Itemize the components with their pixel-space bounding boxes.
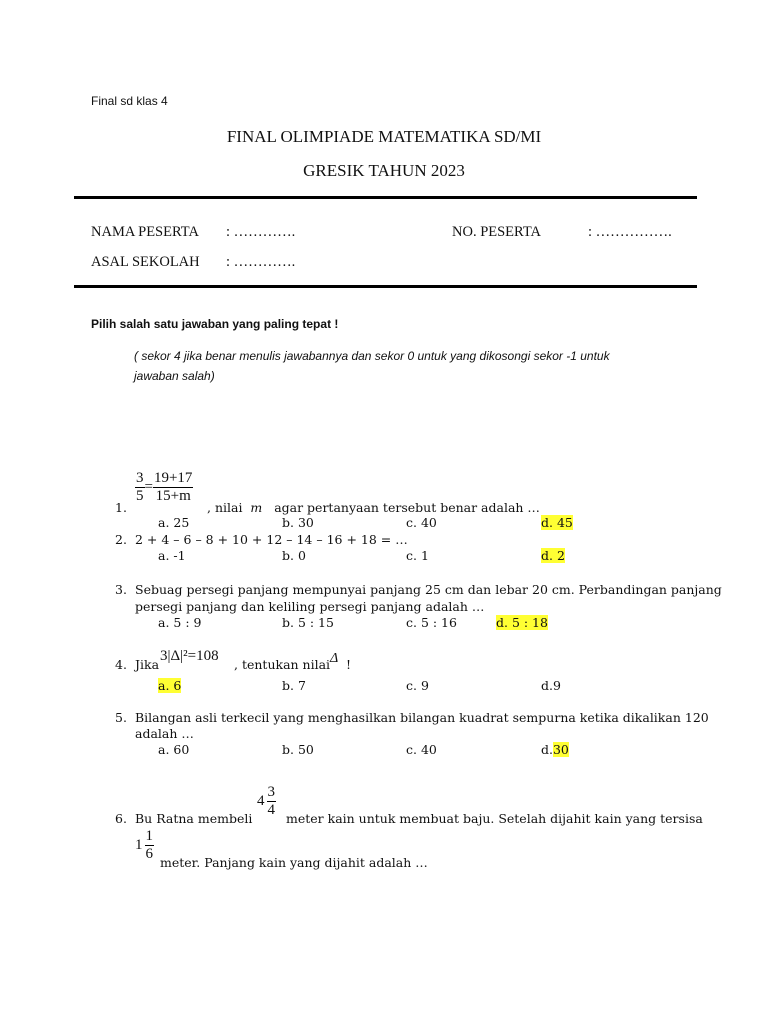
asal-sekolah-label: ASAL SEKOLAH bbox=[91, 254, 200, 270]
question-4-option-d[interactable]: d.9 bbox=[541, 678, 561, 693]
question-1-text bbox=[207, 500, 540, 515]
question-2-option-b[interactable]: b. 0 bbox=[282, 548, 306, 563]
question-3-option-a[interactable]: a. 5 : 9 bbox=[158, 615, 202, 630]
header-bottom-rule bbox=[74, 285, 697, 288]
question-3-option-d[interactable]: d. 5 : 18 bbox=[496, 615, 548, 630]
question-4-text-b: , tentukan nilai bbox=[234, 657, 331, 672]
question-2-option-a[interactable]: a. -1 bbox=[158, 548, 186, 563]
page-subtitle: GRESIK TAHUN 2023 bbox=[303, 161, 465, 180]
question-1-option-b[interactable]: b. 30 bbox=[282, 515, 314, 530]
instruction-main: Pilih salah satu jawaban yang paling tepat ! bbox=[91, 317, 339, 331]
question-2-option-d[interactable]: d. 2 bbox=[541, 548, 565, 563]
question-2-text: 2 + 4 – 6 – 8 + 10 + 12 – 14 – 16 + 18 = … bbox=[135, 532, 408, 547]
question-6-number: 6. bbox=[115, 811, 127, 826]
mixed2-whole: 1 bbox=[135, 836, 143, 853]
page-title: FINAL OLIMPIADE MATEMATIKA SD/MI bbox=[226, 127, 542, 146]
question-5-text-line2: adalah … bbox=[135, 726, 194, 741]
question-3-option-b[interactable]: b. 5 : 15 bbox=[282, 615, 334, 630]
question-6-text-b: meter kain untuk membuat baju. Setelah dijahit kain yang tersisa bbox=[286, 811, 703, 826]
question-5-text-line1: Bilangan asli terkecil yang menghasilkan bilangan kuadrat sempurna ketika dikalikan 120 bbox=[135, 710, 709, 725]
question-6-mixed-fraction-2 bbox=[135, 828, 154, 863]
mixed1-denominator: 4 bbox=[267, 802, 275, 818]
eq-rhs-numerator: 19+17 bbox=[153, 470, 193, 486]
question-1-var: m bbox=[250, 500, 263, 515]
question-5-option-d[interactable] bbox=[541, 742, 569, 757]
nama-peserta-field[interactable]: : …………. bbox=[226, 224, 296, 240]
question-5-number: 5. bbox=[115, 710, 127, 725]
no-peserta-label: NO. PESERTA bbox=[452, 224, 542, 240]
question-4-var: Δ bbox=[330, 651, 339, 666]
question-5-option-c[interactable]: c. 40 bbox=[406, 742, 437, 757]
question-3-number: 3. bbox=[115, 582, 127, 597]
instruction-note-line1: ( sekor 4 jika benar menulis jawabannya dan sekor 0 untuk yang dikosongi sekor -1 untuk bbox=[134, 349, 610, 363]
mixed2-numerator: 1 bbox=[145, 828, 153, 844]
question-1-option-a[interactable]: a. 25 bbox=[158, 515, 190, 530]
question-4-expression: 3|Δ|²=108 bbox=[160, 648, 219, 664]
exam-class-label: Final sd klas 4 bbox=[91, 94, 168, 108]
eq-equals: = bbox=[144, 478, 153, 495]
question-1-option-d[interactable]: d. 45 bbox=[541, 515, 573, 530]
question-6-text-c: meter. Panjang kain yang dijahit adalah … bbox=[160, 855, 428, 870]
instruction-note-line2: jawaban salah) bbox=[134, 369, 215, 383]
question-4-text-c: ! bbox=[346, 657, 352, 672]
mixed1-whole: 4 bbox=[257, 792, 265, 809]
question-3-text-line2: persegi panjang dan keliling persegi panjang adalah … bbox=[135, 599, 485, 614]
eq-rhs-denominator: 15+m bbox=[155, 488, 191, 504]
eq-lhs-numerator: 3 bbox=[136, 470, 144, 486]
question-5-option-d-prefix: d. bbox=[541, 742, 553, 757]
question-3-option-c[interactable]: c. 5 : 16 bbox=[406, 615, 457, 630]
question-4-number: 4. bbox=[115, 657, 127, 672]
question-2-option-c[interactable]: c. 1 bbox=[406, 548, 429, 563]
question-3-text-line1: Sebuag persegi panjang mempunyai panjang 25 cm dan lebar 20 cm. Perbandingan panjang bbox=[135, 582, 722, 597]
mixed2-denominator: 6 bbox=[145, 846, 153, 862]
question-6-text-a: Bu Ratna membeli bbox=[135, 811, 253, 826]
question-1-text-b: agar pertanyaan tersebut benar adalah … bbox=[274, 500, 540, 515]
question-2-number: 2. bbox=[115, 532, 127, 547]
question-4-option-b[interactable]: b. 7 bbox=[282, 678, 306, 693]
question-1-option-c[interactable]: c. 40 bbox=[406, 515, 437, 530]
eq-lhs-denominator: 5 bbox=[136, 488, 144, 504]
no-peserta-field[interactable]: : ……………. bbox=[588, 224, 672, 240]
question-1-text-a: , nilai bbox=[207, 500, 243, 515]
question-5-option-d-value: 30 bbox=[552, 742, 569, 757]
question-1-equation bbox=[135, 470, 193, 505]
question-6-mixed-fraction-1 bbox=[257, 784, 276, 819]
asal-sekolah-field[interactable]: : …………. bbox=[226, 254, 296, 270]
question-4-option-c[interactable]: c. 9 bbox=[406, 678, 429, 693]
mixed1-numerator: 3 bbox=[267, 784, 275, 800]
question-5-option-a[interactable]: a. 60 bbox=[158, 742, 190, 757]
header-top-rule bbox=[74, 196, 697, 199]
question-4-text-a: Jika bbox=[135, 657, 160, 672]
nama-peserta-label: NAMA PESERTA bbox=[91, 224, 199, 240]
question-1-number: 1. bbox=[115, 500, 127, 515]
question-4-option-a[interactable]: a. 6 bbox=[158, 678, 182, 693]
question-5-option-b[interactable]: b. 50 bbox=[282, 742, 314, 757]
